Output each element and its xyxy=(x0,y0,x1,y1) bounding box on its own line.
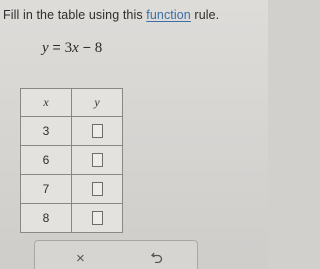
equation-operator: − xyxy=(78,39,95,55)
instruction-prefix: Fill in the table using this xyxy=(3,8,147,22)
x-value-cell: 7 xyxy=(21,175,72,204)
y-answer-cell xyxy=(72,204,123,233)
function-rule xyxy=(42,39,102,57)
y-answer-cell xyxy=(72,146,123,175)
y-answer-input[interactable] xyxy=(92,182,103,196)
equation-constant: 8 xyxy=(94,40,103,56)
x-value-cell: 8 xyxy=(21,204,72,233)
x-value-cell: 6 xyxy=(21,146,72,175)
instruction-text xyxy=(3,8,219,22)
table-row xyxy=(21,204,123,233)
table-row xyxy=(21,117,123,146)
column-header-x: x xyxy=(21,89,72,117)
table-row xyxy=(21,146,123,175)
table-header-row xyxy=(21,89,123,117)
undo-icon[interactable] xyxy=(151,251,163,263)
answer-action-bar xyxy=(34,240,198,269)
column-header-y: y xyxy=(72,89,123,117)
function-table xyxy=(20,88,123,233)
equation-lhs: y xyxy=(42,40,49,56)
y-answer-cell xyxy=(72,117,123,146)
x-value-cell: 3 xyxy=(21,117,72,146)
y-answer-input[interactable] xyxy=(92,124,103,138)
equation-variable: x xyxy=(72,40,79,56)
instruction-suffix: rule. xyxy=(190,8,220,22)
table-row xyxy=(21,175,123,204)
equation-coefficient: 3 xyxy=(64,40,73,56)
clear-button[interactable]: × xyxy=(76,250,85,267)
function-link[interactable]: function xyxy=(146,8,191,22)
y-answer-cell xyxy=(72,175,123,204)
y-answer-input[interactable] xyxy=(92,153,103,167)
equation-equals: = xyxy=(48,39,65,55)
y-answer-input[interactable] xyxy=(92,211,103,225)
